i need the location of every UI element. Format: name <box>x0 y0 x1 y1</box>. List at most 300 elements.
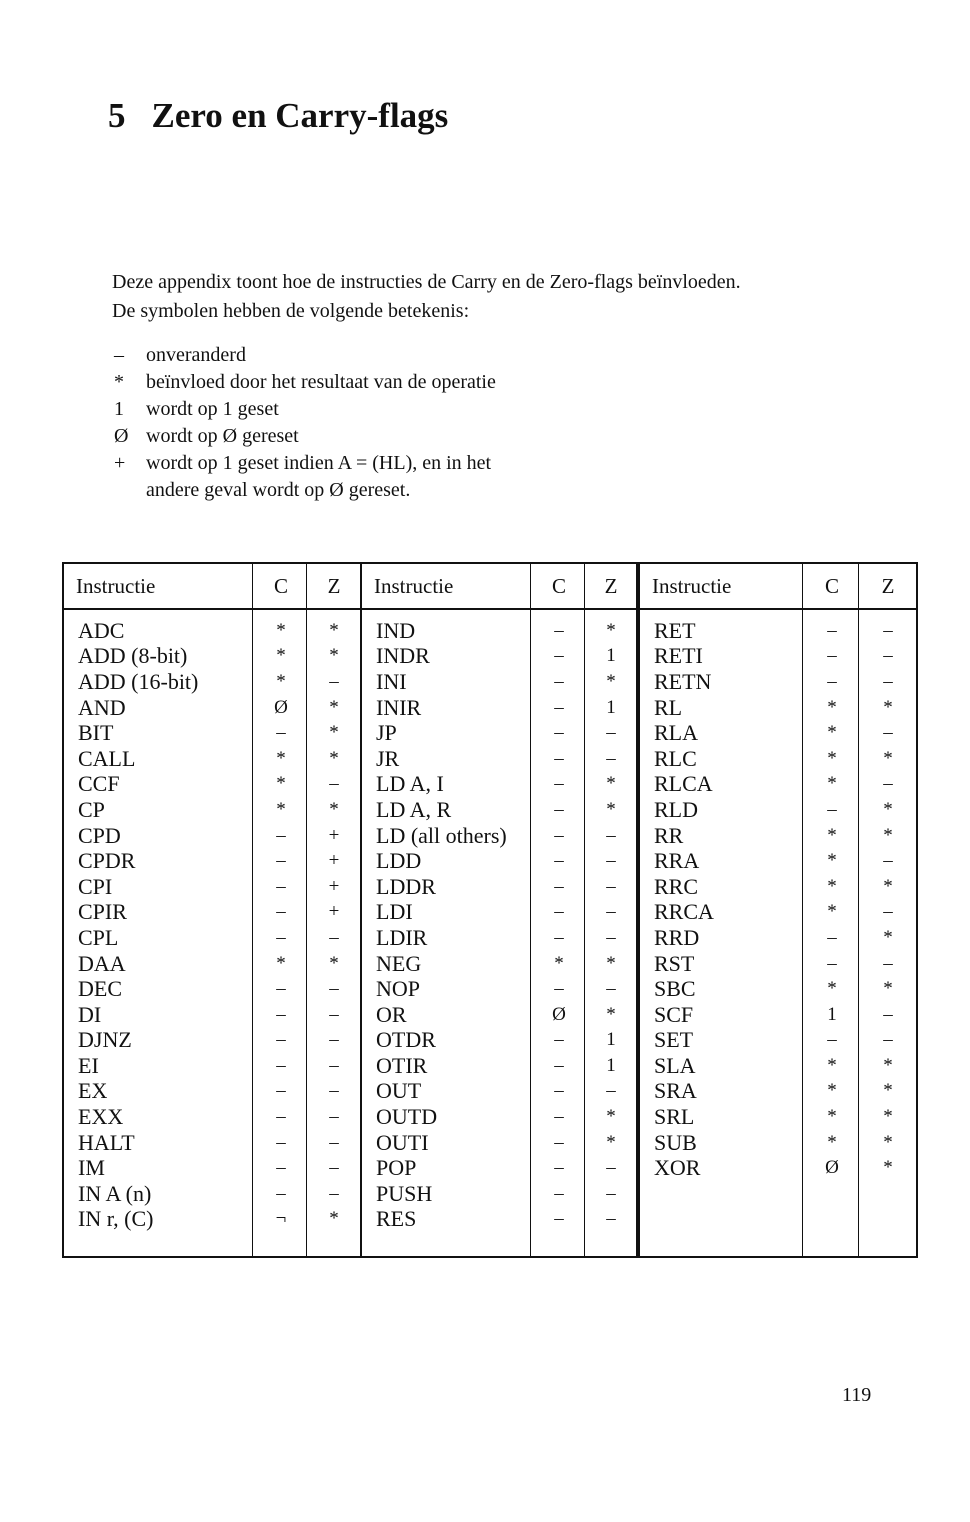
table-row <box>640 1028 916 1054</box>
legend-text: beïnvloed door het resultaat van de operatie <box>146 371 496 393</box>
zero-flag-value: – <box>883 619 893 641</box>
carry-flag-value: – <box>554 670 564 692</box>
zero-flag-value: – <box>329 1106 339 1128</box>
table-row <box>640 1002 916 1028</box>
instruction-name: LD A, I <box>376 771 444 797</box>
instruction-name: OUTI <box>376 1129 429 1155</box>
zero-flag-value: – <box>883 645 893 667</box>
instruction-name: NOP <box>376 976 421 1002</box>
legend-symbol: + <box>114 452 126 474</box>
table-row <box>64 797 360 823</box>
zero-flag-value: – <box>606 1182 616 1204</box>
instruction-name: NEG <box>376 950 422 976</box>
instruction-name: EI <box>78 1052 99 1078</box>
table-row <box>362 823 636 849</box>
carry-flag-value: * <box>276 619 286 641</box>
instruction-name: SUB <box>654 1129 697 1155</box>
table-row <box>362 900 636 926</box>
table-row <box>640 1155 916 1181</box>
carry-flag-value: – <box>554 1106 564 1128</box>
instruction-name: ADD (8-bit) <box>78 643 188 669</box>
zero-flag-value: – <box>883 850 893 872</box>
table-row <box>640 669 916 695</box>
page-title <box>108 96 448 136</box>
zero-flag-value: – <box>329 670 339 692</box>
zero-flag-value: – <box>329 1182 339 1204</box>
zero-flag-value: + <box>328 824 340 846</box>
header-c: C <box>551 573 566 598</box>
table-row <box>640 925 916 951</box>
zero-flag-value: – <box>606 747 616 769</box>
instruction-name: JP <box>376 720 397 746</box>
zero-flag-value: + <box>328 901 340 923</box>
instruction-name: IN A (n) <box>78 1180 152 1206</box>
table-row <box>64 618 360 644</box>
carry-flag-value: – <box>276 1029 286 1051</box>
zero-flag-value: * <box>329 798 339 820</box>
instruction-name: IN r, (C) <box>78 1206 154 1232</box>
zero-flag-value: * <box>883 696 893 718</box>
zero-flag-value: * <box>329 696 339 718</box>
instruction-name: DEC <box>78 976 122 1002</box>
instruction-name: EX <box>78 1078 108 1104</box>
zero-flag-value: – <box>329 1054 339 1076</box>
table-row <box>640 823 916 849</box>
instruction-name: LDIR <box>376 924 428 950</box>
table-row <box>362 669 636 695</box>
instruction-name: OR <box>376 1001 407 1027</box>
instruction-name: RLCA <box>654 771 713 797</box>
table-row <box>362 618 636 644</box>
carry-flag-value: – <box>554 1080 564 1102</box>
carry-flag-value: – <box>276 875 286 897</box>
zero-flag-value: – <box>606 901 616 923</box>
legend-symbol: Ø <box>114 425 129 447</box>
legend-text: wordt op 1 geset <box>146 398 279 420</box>
carry-flag-value: – <box>276 926 286 948</box>
carry-flag-value: * <box>276 747 286 769</box>
table-row <box>362 1207 636 1233</box>
carry-flag-value: – <box>554 1054 564 1076</box>
table-row <box>64 1181 360 1207</box>
legend-symbol: 1 <box>114 398 124 420</box>
zero-flag-value: – <box>606 1208 616 1230</box>
zero-flag-value: – <box>883 722 893 744</box>
zero-flag-value: – <box>606 875 616 897</box>
zero-flag-value: – <box>883 901 893 923</box>
carry-flag-value: – <box>554 696 564 718</box>
table-row <box>640 900 916 926</box>
table-header <box>64 564 360 610</box>
legend-item <box>112 369 496 396</box>
intro-line-2: De symbolen hebben de volgende betekenis: <box>112 300 470 322</box>
zero-flag-value: * <box>883 875 893 897</box>
instruction-name: RET <box>654 617 696 643</box>
instruction-name: IM <box>78 1155 105 1181</box>
zero-flag-value: * <box>606 773 616 795</box>
table-row <box>64 644 360 670</box>
carry-flag-value: * <box>827 1106 837 1128</box>
zero-flag-value: – <box>883 1029 893 1051</box>
table-row <box>640 951 916 977</box>
table-row <box>362 1028 636 1054</box>
table-row <box>640 848 916 874</box>
instruction-name: RRCA <box>654 899 714 925</box>
table-row <box>362 720 636 746</box>
table-row <box>640 720 916 746</box>
table-row <box>640 644 916 670</box>
carry-flag-value: – <box>554 1208 564 1230</box>
instruction-name: LDI <box>376 899 413 925</box>
table-rows <box>362 610 636 1232</box>
instruction-name: RLC <box>654 745 697 771</box>
table-rows <box>640 610 916 1181</box>
zero-flag-value: * <box>883 1054 893 1076</box>
table-row <box>64 695 360 721</box>
column-divider <box>802 564 803 1256</box>
instruction-name: RST <box>654 950 695 976</box>
instruction-name: CALL <box>78 745 136 771</box>
zero-flag-value: * <box>883 1157 893 1179</box>
carry-flag-value: – <box>554 645 564 667</box>
header-c: C <box>273 573 288 598</box>
table-row <box>64 900 360 926</box>
carry-flag-value: Ø <box>274 696 288 718</box>
carry-flag-value: – <box>554 901 564 923</box>
carry-flag-value: – <box>554 798 564 820</box>
zero-flag-value: 1 <box>606 696 616 718</box>
zero-flag-value: – <box>329 1080 339 1102</box>
carry-flag-value: 1 <box>827 1003 837 1025</box>
table-row <box>64 772 360 798</box>
table-row <box>362 644 636 670</box>
table-row <box>640 618 916 644</box>
instruction-name: ADC <box>78 617 125 643</box>
carry-flag-value: * <box>827 978 837 1000</box>
instruction-name: SRA <box>654 1078 697 1104</box>
table-row <box>64 1155 360 1181</box>
carry-flag-value: – <box>276 978 286 1000</box>
carry-flag-value: * <box>276 645 286 667</box>
zero-flag-value: – <box>606 824 616 846</box>
table-row <box>64 746 360 772</box>
carry-flag-value: Ø <box>825 1157 839 1179</box>
chapter-title: Zero en Carry-flags <box>151 96 449 135</box>
table-header <box>362 564 636 610</box>
table-row <box>362 1130 636 1156</box>
instruction-name: RL <box>654 694 683 720</box>
legend-symbol: – <box>114 344 124 366</box>
instruction-name: LDD <box>376 848 422 874</box>
table-row <box>64 1053 360 1079</box>
zero-flag-value: – <box>883 773 893 795</box>
zero-flag-value: 1 <box>606 1054 616 1076</box>
zero-flag-value: – <box>329 1029 339 1051</box>
header-z: Z <box>327 573 341 598</box>
instruction-name: RRC <box>654 873 699 899</box>
table-row <box>640 1053 916 1079</box>
table-row <box>64 1028 360 1054</box>
instruction-name: DI <box>78 1001 102 1027</box>
table-row <box>362 874 636 900</box>
zero-flag-value: * <box>329 722 339 744</box>
legend-item <box>112 396 496 423</box>
carry-flag-value: * <box>276 798 286 820</box>
zero-flag-value: – <box>329 773 339 795</box>
carry-flag-value: – <box>554 875 564 897</box>
table-row <box>64 1207 360 1233</box>
instruction-name: INIR <box>376 694 422 720</box>
zero-flag-value: * <box>883 1131 893 1153</box>
instruction-name: POP <box>376 1155 417 1181</box>
instruction-name: LD A, R <box>376 796 452 822</box>
zero-flag-value: * <box>883 978 893 1000</box>
zero-flag-value: * <box>606 1106 616 1128</box>
instruction-name: SBC <box>654 976 696 1002</box>
carry-flag-value: * <box>827 696 837 718</box>
header-instructie: Instructie <box>374 573 454 598</box>
zero-flag-value: – <box>606 722 616 744</box>
table-row <box>362 848 636 874</box>
carry-flag-value: – <box>276 901 286 923</box>
table-row <box>362 951 636 977</box>
zero-flag-value: * <box>606 619 616 641</box>
column-divider <box>306 564 307 1256</box>
carry-flag-value: * <box>827 1054 837 1076</box>
zero-flag-value: * <box>606 670 616 692</box>
carry-flag-value: – <box>827 1029 837 1051</box>
carry-flag-value: – <box>276 1131 286 1153</box>
carry-flag-value: – <box>827 952 837 974</box>
instruction-name: OTDR <box>376 1027 436 1053</box>
carry-flag-value: Ø <box>552 1003 566 1025</box>
carry-flag-value: – <box>827 926 837 948</box>
instruction-name: RLA <box>654 720 698 746</box>
instruction-name: CPI <box>78 873 113 899</box>
legend-item <box>112 423 496 450</box>
column-divider <box>252 564 253 1256</box>
instruction-name: RRD <box>654 924 700 950</box>
legend-symbol: * <box>114 371 124 393</box>
carry-flag-value: * <box>827 824 837 846</box>
table-row <box>362 772 636 798</box>
table-row <box>362 1155 636 1181</box>
zero-flag-value: – <box>606 1080 616 1102</box>
table-row <box>362 746 636 772</box>
instruction-name: RETN <box>654 668 712 694</box>
carry-flag-value: – <box>554 1029 564 1051</box>
instruction-name: CPIR <box>78 899 127 925</box>
instruction-name: SET <box>654 1027 694 1053</box>
instruction-name: OUTD <box>376 1104 438 1130</box>
zero-flag-value: * <box>606 1003 616 1025</box>
table-row <box>640 874 916 900</box>
instruction-name: CPD <box>78 822 121 848</box>
zero-flag-value: + <box>328 875 340 897</box>
instruction-name: DJNZ <box>78 1027 132 1053</box>
column-divider <box>530 564 531 1256</box>
column-divider <box>858 564 859 1256</box>
table-row <box>362 976 636 1002</box>
instruction-name: EXX <box>78 1104 124 1130</box>
carry-flag-value: – <box>276 824 286 846</box>
instruction-name: AND <box>78 694 126 720</box>
table-row <box>640 976 916 1002</box>
zero-flag-value: – <box>883 1003 893 1025</box>
zero-flag-value: * <box>606 1131 616 1153</box>
instruction-name: CPL <box>78 924 119 950</box>
carry-flag-value: – <box>554 773 564 795</box>
instruction-name: JR <box>376 745 400 771</box>
table-row <box>64 720 360 746</box>
table-row <box>64 1002 360 1028</box>
header-instructie: Instructie <box>652 573 732 598</box>
page-number: 119 <box>842 1384 872 1406</box>
zero-flag-value: * <box>329 952 339 974</box>
carry-flag-value: * <box>276 952 286 974</box>
zero-flag-value: 1 <box>606 645 616 667</box>
carry-flag-value: – <box>276 1182 286 1204</box>
instruction-name: SLA <box>654 1052 696 1078</box>
zero-flag-value: – <box>329 926 339 948</box>
table-row <box>640 772 916 798</box>
table-row <box>64 1079 360 1105</box>
instruction-name: BIT <box>78 720 114 746</box>
table-header <box>640 564 916 610</box>
zero-flag-value: – <box>883 670 893 692</box>
zero-flag-value: – <box>329 978 339 1000</box>
instruction-name: OUT <box>376 1078 422 1104</box>
instruction-name: DAA <box>78 950 126 976</box>
instruction-name: RETI <box>654 643 703 669</box>
table-row <box>64 1104 360 1130</box>
table-row <box>640 695 916 721</box>
carry-flag-value: – <box>554 619 564 641</box>
table-row <box>362 1104 636 1130</box>
table-row <box>362 1079 636 1105</box>
table-column-block-1 <box>62 562 362 1258</box>
legend-text: onveranderd <box>146 344 246 366</box>
carry-flag-value: – <box>827 619 837 641</box>
zero-flag-value: 1 <box>606 1029 616 1051</box>
instruction-name: CCF <box>78 771 120 797</box>
table-row <box>64 848 360 874</box>
carry-flag-value: – <box>276 1003 286 1025</box>
zero-flag-value: + <box>328 850 340 872</box>
table-row <box>64 951 360 977</box>
instruction-name: INDR <box>376 643 430 669</box>
instruction-name: ADD (16-bit) <box>78 668 199 694</box>
zero-flag-value: * <box>883 1106 893 1128</box>
header-c: C <box>824 573 839 598</box>
instruction-name: RRA <box>654 848 700 874</box>
instruction-name: LD (all others) <box>376 822 507 848</box>
zero-flag-value: – <box>606 978 616 1000</box>
column-divider <box>584 564 585 1256</box>
zero-flag-value: * <box>883 824 893 846</box>
table-row <box>64 823 360 849</box>
instruction-name: RES <box>376 1206 417 1232</box>
carry-flag-value: ¬ <box>275 1208 287 1230</box>
carry-flag-value: – <box>554 1182 564 1204</box>
carry-flag-value: * <box>827 747 837 769</box>
carry-flag-value: – <box>554 926 564 948</box>
table-row <box>362 925 636 951</box>
table-row <box>640 797 916 823</box>
carry-flag-value: – <box>827 645 837 667</box>
carry-flag-value: – <box>276 1054 286 1076</box>
zero-flag-value: * <box>883 1080 893 1102</box>
carry-flag-value: * <box>276 773 286 795</box>
instruction-name: INI <box>376 668 407 694</box>
carry-flag-value: * <box>827 875 837 897</box>
carry-flag-value: – <box>276 1106 286 1128</box>
zero-flag-value: – <box>883 952 893 974</box>
table-column-block-3 <box>638 562 918 1258</box>
table-row <box>362 797 636 823</box>
intro-line-1: Deze appendix toont hoe de instructies de Carry en de Zero-flags beïnvloeden. <box>112 271 741 293</box>
carry-flag-value: * <box>827 850 837 872</box>
instruction-name: RLD <box>654 796 698 822</box>
table-row <box>362 695 636 721</box>
carry-flag-value: – <box>276 722 286 744</box>
instruction-name: XOR <box>654 1155 701 1181</box>
instruction-name: OTIR <box>376 1052 428 1078</box>
carry-flag-value: * <box>827 901 837 923</box>
carry-flag-value: – <box>827 798 837 820</box>
carry-flag-value: * <box>827 722 837 744</box>
carry-flag-value: – <box>276 850 286 872</box>
header-z: Z <box>881 573 895 598</box>
legend-text: wordt op Ø gereset <box>146 425 299 447</box>
instruction-name: LDDR <box>376 873 436 899</box>
table-row <box>64 874 360 900</box>
carry-flag-value: – <box>554 1157 564 1179</box>
table-column-block-2 <box>360 562 638 1258</box>
zero-flag-value: – <box>329 1157 339 1179</box>
carry-flag-value: – <box>827 670 837 692</box>
legend-text: wordt op 1 geset indien A = (HL), en in het andere geval wordt op Ø gereset. <box>146 452 492 501</box>
carry-flag-value: * <box>276 670 286 692</box>
zero-flag-value: – <box>606 1157 616 1179</box>
table-row <box>362 1002 636 1028</box>
table-row <box>64 1130 360 1156</box>
table-row <box>640 746 916 772</box>
header-z: Z <box>604 573 618 598</box>
symbol-legend <box>112 342 496 504</box>
carry-flag-value: * <box>827 773 837 795</box>
carry-flag-value: – <box>554 850 564 872</box>
carry-flag-value: – <box>554 978 564 1000</box>
table-row <box>640 1130 916 1156</box>
carry-flag-value: – <box>554 1131 564 1153</box>
zero-flag-value: * <box>329 619 339 641</box>
zero-flag-value: * <box>883 926 893 948</box>
header-instructie: Instructie <box>76 573 156 598</box>
zero-flag-value: * <box>606 798 616 820</box>
carry-flag-value: – <box>276 1157 286 1179</box>
table-row <box>640 1079 916 1105</box>
zero-flag-value: * <box>883 747 893 769</box>
carry-flag-value: – <box>554 722 564 744</box>
instruction-name: IND <box>376 617 416 643</box>
zero-flag-value: * <box>329 1208 339 1230</box>
intro-text <box>112 268 741 326</box>
table-row <box>64 925 360 951</box>
instruction-name: HALT <box>78 1129 135 1155</box>
table-row <box>640 1104 916 1130</box>
zero-flag-value: – <box>606 850 616 872</box>
